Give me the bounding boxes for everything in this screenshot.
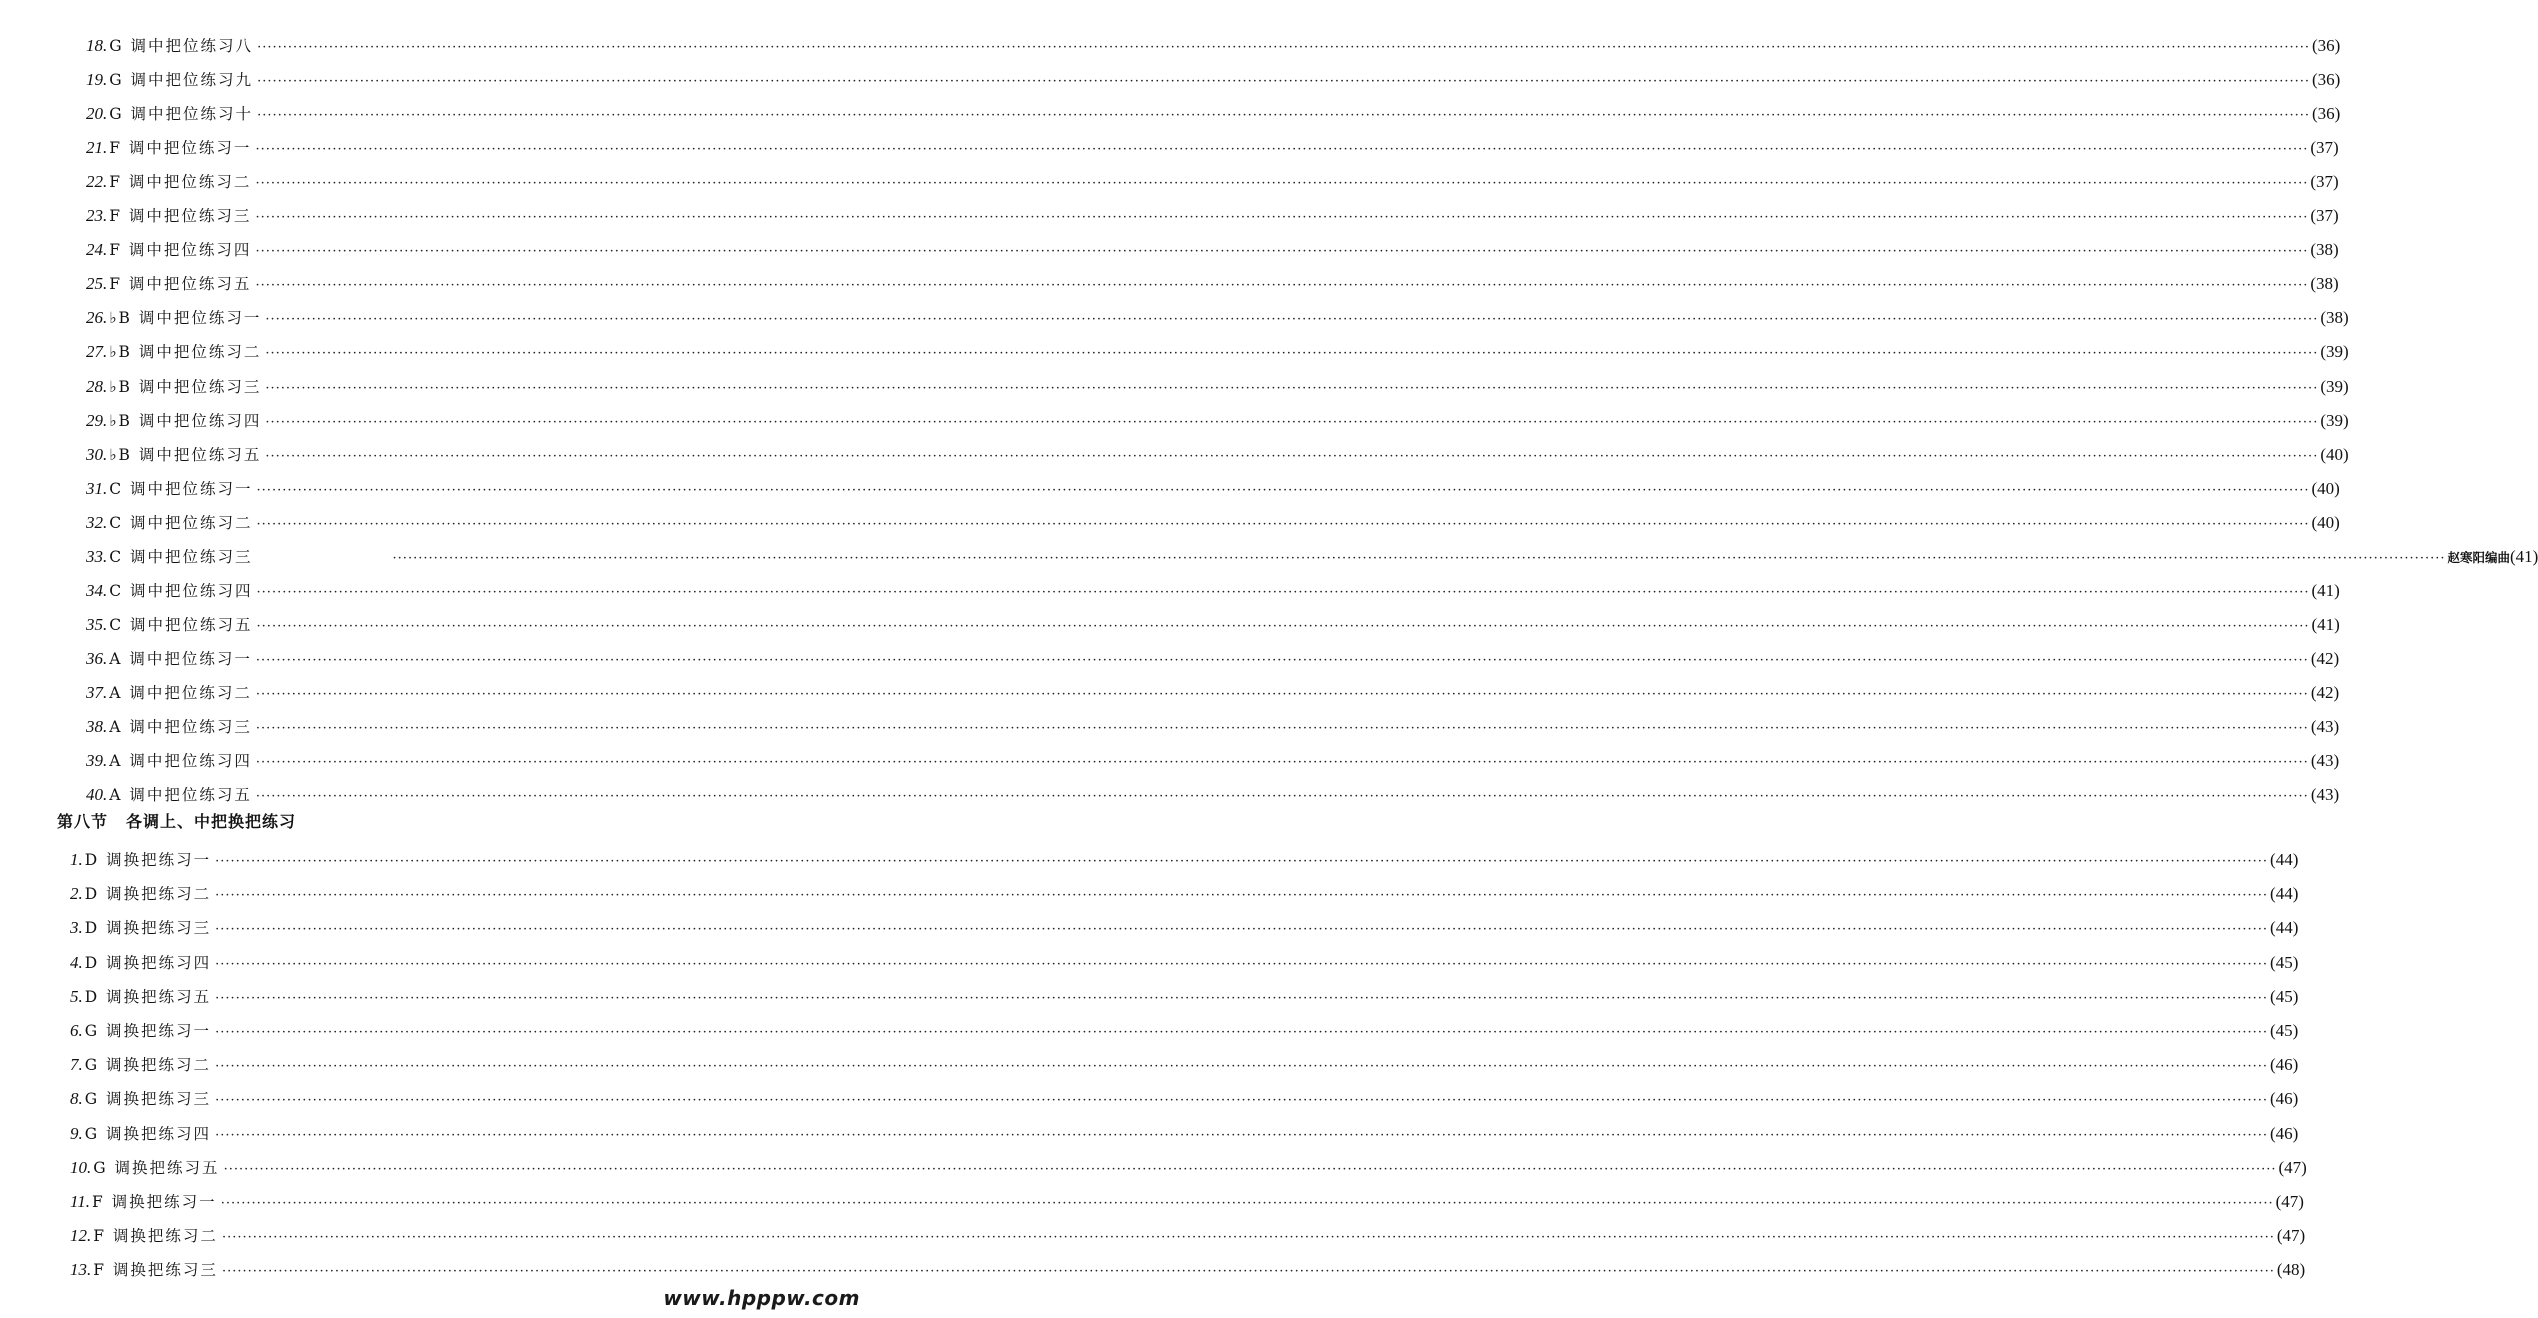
- dot-leader: ················································································································································································································································································································································································································: [256, 516, 2310, 532]
- entry-title: C 调中把位练习四: [109, 581, 253, 600]
- toc-entry: [70, 948, 2299, 978]
- entry-number: 25.: [86, 274, 108, 294]
- toc-entry: [70, 982, 2299, 1012]
- entry-page-number: (45): [2270, 952, 2299, 972]
- toc-entry: [86, 99, 2341, 129]
- toc-entry: [86, 610, 2340, 640]
- entry-title: D 调换把练习四: [84, 953, 212, 972]
- dot-leader: ················································································································································································································································································································································································································: [256, 584, 2310, 600]
- entry-number: 23.: [86, 206, 108, 226]
- entry-number: 30.: [86, 444, 108, 464]
- entry-number: 38.: [86, 717, 108, 736]
- entry-number: 6.: [70, 1021, 83, 1040]
- toc-entry: [70, 845, 2299, 875]
- dot-leader: ················································································································································································································································································································································································································: [223, 1161, 2277, 1177]
- entry-number: 26.: [86, 308, 108, 328]
- entry-page-number: (43): [2310, 751, 2340, 771]
- toc-entry: [70, 1016, 2299, 1046]
- entry-number: 2.: [70, 884, 83, 904]
- entry-page-number: (38): [2320, 308, 2349, 328]
- toc-entry: [86, 406, 2349, 436]
- toc-entry: [70, 1084, 2299, 1114]
- toc-entry: [86, 65, 2341, 95]
- entry-page-number: (37): [2310, 206, 2339, 226]
- entry-page-number: (45): [2270, 1021, 2299, 1040]
- dot-leader: ················································································································································································································································································································································································································: [265, 312, 2319, 328]
- dot-leader: ················································································································································································································································································································································································································: [255, 755, 2309, 771]
- entry-page-number: (41): [2311, 614, 2340, 634]
- entry-page-number: (36): [2312, 70, 2341, 90]
- entry-title: C 调中把位练习三: [109, 547, 253, 566]
- dot-leader: ················································································································································································································································································································································································································: [215, 854, 2269, 869]
- entry-title: C 调中把位练习五: [109, 615, 253, 634]
- section-title: 各调上、中把换把练习: [126, 812, 297, 831]
- entry-page-number: (44): [2270, 850, 2299, 869]
- entry-number: 5.: [70, 986, 83, 1006]
- entry-title: F 调中把位练习二: [109, 173, 252, 192]
- entry-number: 18.: [86, 36, 108, 55]
- entry-page-number: (40): [2311, 512, 2340, 532]
- entry-page-number: (44): [2270, 918, 2299, 938]
- entry-number: 19.: [86, 70, 108, 90]
- toc-entry: [70, 1119, 2299, 1149]
- dot-leader: ················································································································································································································································································································································································································: [265, 414, 2319, 430]
- entry-title: A 调中把位练习四: [109, 752, 252, 771]
- dot-leader: ················································································································································································································································································································································································································: [265, 380, 2319, 396]
- toc-entry: [86, 508, 2340, 538]
- entry-number: 40.: [86, 785, 108, 805]
- dot-leader: ················································································································································································································································································································································································································: [257, 108, 2310, 124]
- entry-page-number: (46): [2270, 1089, 2299, 1109]
- entry-page-number: (42): [2310, 648, 2340, 668]
- entry-number: 24.: [86, 240, 108, 260]
- dot-leader: ················································································································································································································································································································································································································: [215, 1093, 2268, 1109]
- dot-leader: ················································································································································································································································································································································································································: [221, 1264, 2275, 1280]
- toc-entry: [86, 31, 2341, 61]
- dot-leader: ················································································································································································································································································································································································································: [255, 652, 2309, 668]
- entry-title: F 调中把位练习五: [109, 275, 252, 294]
- entry-title: A 调中把位练习三: [109, 718, 252, 736]
- dot-leader: ················································································································································································································································································································································································································: [215, 1127, 2268, 1143]
- dot-leader: ················································································································································································································································································································································································································: [255, 278, 2309, 294]
- entry-composer: 赵寒阳编曲: [2447, 549, 2510, 565]
- watermark-url: www.hpppw.com: [663, 1286, 860, 1310]
- dot-leader: ················································································································································································································································································································································································································: [257, 40, 2310, 55]
- entry-number: 34.: [86, 580, 108, 600]
- entry-page-number: (47): [2275, 1192, 2304, 1211]
- entry-page-number: (39): [2320, 376, 2349, 396]
- entry-number: 10.: [70, 1157, 92, 1177]
- entry-number: 12.: [70, 1226, 92, 1246]
- entry-page-number: (46): [2270, 1055, 2299, 1075]
- entry-title: A 调中把位练习一: [109, 649, 252, 668]
- toc-entry: [86, 746, 2340, 776]
- dot-leader: ················································································································································································································································································································································································································: [256, 482, 2310, 498]
- entry-number: 27.: [86, 342, 108, 362]
- toc-entry: [86, 167, 2339, 197]
- entry-page-number: (38): [2310, 274, 2339, 294]
- entry-title: ♭B 调中把位练习四: [109, 411, 262, 430]
- entry-title: F 调换把练习二: [93, 1227, 218, 1246]
- dot-leader: ················································································································································································································································································································································································································: [215, 1059, 2268, 1075]
- toc-entry: [86, 712, 2340, 742]
- entry-number: 28.: [86, 376, 108, 396]
- toc-entry: [86, 542, 2538, 572]
- toc-entry: [70, 1255, 2306, 1285]
- dot-leader: ················································································································································································································································································································································································································: [265, 448, 2319, 464]
- entry-page-number: (44): [2270, 884, 2299, 904]
- toc-entry: [70, 1153, 2307, 1183]
- entry-title: D 调换把练习二: [84, 885, 212, 904]
- entry-page-number: (41): [2311, 580, 2340, 600]
- dot-leader: ················································································································································································································································································································································································································: [215, 990, 2269, 1006]
- entry-page-number: (42): [2310, 682, 2340, 702]
- toc-entry: [86, 303, 2349, 333]
- toc-entry: [70, 1050, 2299, 1080]
- entry-number: 8.: [70, 1089, 83, 1109]
- entry-number: 9.: [70, 1123, 83, 1143]
- entry-title: ♭B 调中把位练习二: [109, 343, 262, 362]
- entry-title: D 调换把练习五: [84, 987, 212, 1006]
- entry-page-number: (48): [2276, 1260, 2306, 1280]
- entry-number: 33.: [86, 546, 108, 566]
- entry-title: F 调中把位练习一: [109, 139, 252, 158]
- dot-leader: ················································································································································································································································································································································································································: [255, 176, 2309, 192]
- dot-leader: ················································································································································································································································································································································································································: [256, 618, 2310, 634]
- toc-entry: [70, 1187, 2304, 1217]
- entry-title: G 调换把练习二: [84, 1056, 212, 1075]
- entry-title: G 调换把练习三: [84, 1090, 212, 1109]
- entry-title: A 调中把位练习二: [109, 683, 252, 702]
- toc-entry: [86, 337, 2349, 367]
- dot-leader: ················································································································································································································································································································································································································: [257, 74, 2310, 90]
- entry-page-number: (37): [2310, 138, 2339, 158]
- entry-title: D 调换把练习三: [84, 919, 212, 938]
- entry-page-number: (39): [2320, 342, 2349, 362]
- toc-entry: [86, 644, 2340, 674]
- toc-entry: [70, 879, 2299, 909]
- section-label: 第八节: [57, 812, 109, 831]
- dot-leader: ················································································································································································································································································································································································································: [220, 1196, 2274, 1211]
- toc-entry: [86, 372, 2349, 402]
- entry-title: ♭B 调中把位练习三: [109, 377, 262, 396]
- entry-page-number: (37): [2310, 172, 2339, 192]
- entry-page-number: (40): [2320, 444, 2349, 464]
- toc-entry: [86, 235, 2339, 265]
- entry-title: C 调中把位练习二: [109, 513, 253, 532]
- entry-title: F 调换把练习一: [92, 1193, 217, 1211]
- dot-leader: ················································································································································································································································································································································································································: [255, 789, 2309, 805]
- toc-entry: [86, 440, 2349, 470]
- entry-number: 4.: [70, 952, 83, 972]
- entry-title: G 调换把练习四: [84, 1124, 212, 1143]
- entry-title: G 调中把位练习八: [109, 37, 254, 55]
- dot-leader: ················································································································································································································································································································································································································: [255, 210, 2309, 226]
- entry-title: G 调中把位练习九: [109, 71, 254, 90]
- toc-entry: [86, 201, 2339, 231]
- entry-page-number: (47): [2278, 1157, 2307, 1177]
- entry-number: 36.: [86, 648, 108, 668]
- entry-title: D 调换把练习一: [84, 851, 212, 869]
- entry-title: G 调换把练习一: [84, 1022, 212, 1040]
- toc-entry: [86, 133, 2339, 163]
- entry-page-number: (38): [2310, 240, 2339, 260]
- dot-leader: ················································································································································································································································································································································································································: [265, 346, 2319, 362]
- entry-number: 3.: [70, 918, 83, 938]
- entry-number: 32.: [86, 512, 108, 532]
- entry-number: 37.: [86, 682, 108, 702]
- entry-page-number: (43): [2310, 717, 2340, 736]
- entry-page-number: (41): [2510, 546, 2538, 566]
- entry-title: G 调换把练习五: [93, 1158, 220, 1177]
- entry-title: ♭B 调中把位练习五: [109, 445, 262, 464]
- entry-page-number: (47): [2276, 1226, 2306, 1246]
- dot-leader: ················································································································································································································································································································································································································: [221, 1230, 2275, 1246]
- dot-leader: ················································································································································································································································································································································································································: [255, 686, 2309, 702]
- entry-number: 31.: [86, 478, 108, 498]
- entry-number: 20.: [86, 104, 108, 124]
- entry-title: A 调中把位练习五: [109, 786, 252, 805]
- entry-number: 11.: [70, 1192, 90, 1211]
- entry-number: 13.: [70, 1260, 92, 1280]
- dot-leader: ················································································································································································································································································································································································································: [215, 922, 2269, 938]
- dot-leader: ················································································································································································································································································································································································································: [215, 888, 2269, 904]
- toc-entry: [70, 913, 2299, 943]
- entry-title: F 调换把练习三: [93, 1261, 218, 1280]
- entry-page-number: (40): [2311, 478, 2340, 498]
- entry-number: 7.: [70, 1055, 83, 1075]
- entry-title: F 调中把位练习三: [109, 207, 252, 226]
- dot-leader: ················································································································································································································································································································································································································: [255, 142, 2309, 158]
- toc-entry: [86, 780, 2340, 810]
- entry-page-number: (36): [2312, 36, 2341, 55]
- entry-number: 21.: [86, 138, 108, 158]
- dot-leader: ················································································································································································································································································································································································································: [255, 244, 2309, 260]
- entry-number: 35.: [86, 614, 108, 634]
- toc-entry: [86, 269, 2339, 299]
- section-heading: [57, 809, 296, 832]
- entry-title: ♭B 调中把位练习一: [109, 309, 262, 328]
- toc-entry: [86, 678, 2340, 708]
- entry-title: C 调中把位练习一: [109, 479, 253, 498]
- toc-entry: [86, 576, 2340, 606]
- entry-page-number: (36): [2312, 104, 2341, 124]
- dot-leader: ················································································································································································································································································································································································································: [255, 721, 2309, 736]
- entry-number: 29.: [86, 410, 108, 430]
- entry-title: G 调中把位练习十: [109, 105, 254, 124]
- entry-page-number: (45): [2270, 986, 2299, 1006]
- entry-title: F 调中把位练习四: [109, 241, 252, 260]
- entry-page-number: (46): [2270, 1123, 2299, 1143]
- entry-number: 1.: [70, 850, 83, 869]
- dot-leader: ················································································································································································································································································································································································································: [215, 1025, 2268, 1040]
- dot-leader: ················································································································································································································································································································································································································: [392, 550, 2446, 566]
- entry-page-number: (43): [2310, 785, 2340, 805]
- entry-page-number: (39): [2320, 410, 2349, 430]
- toc-entry: [86, 474, 2340, 504]
- dot-leader: ················································································································································································································································································································································································································: [215, 956, 2269, 972]
- entry-number: 39.: [86, 751, 108, 771]
- entry-number: 22.: [86, 172, 108, 192]
- toc-entry: [70, 1221, 2306, 1251]
